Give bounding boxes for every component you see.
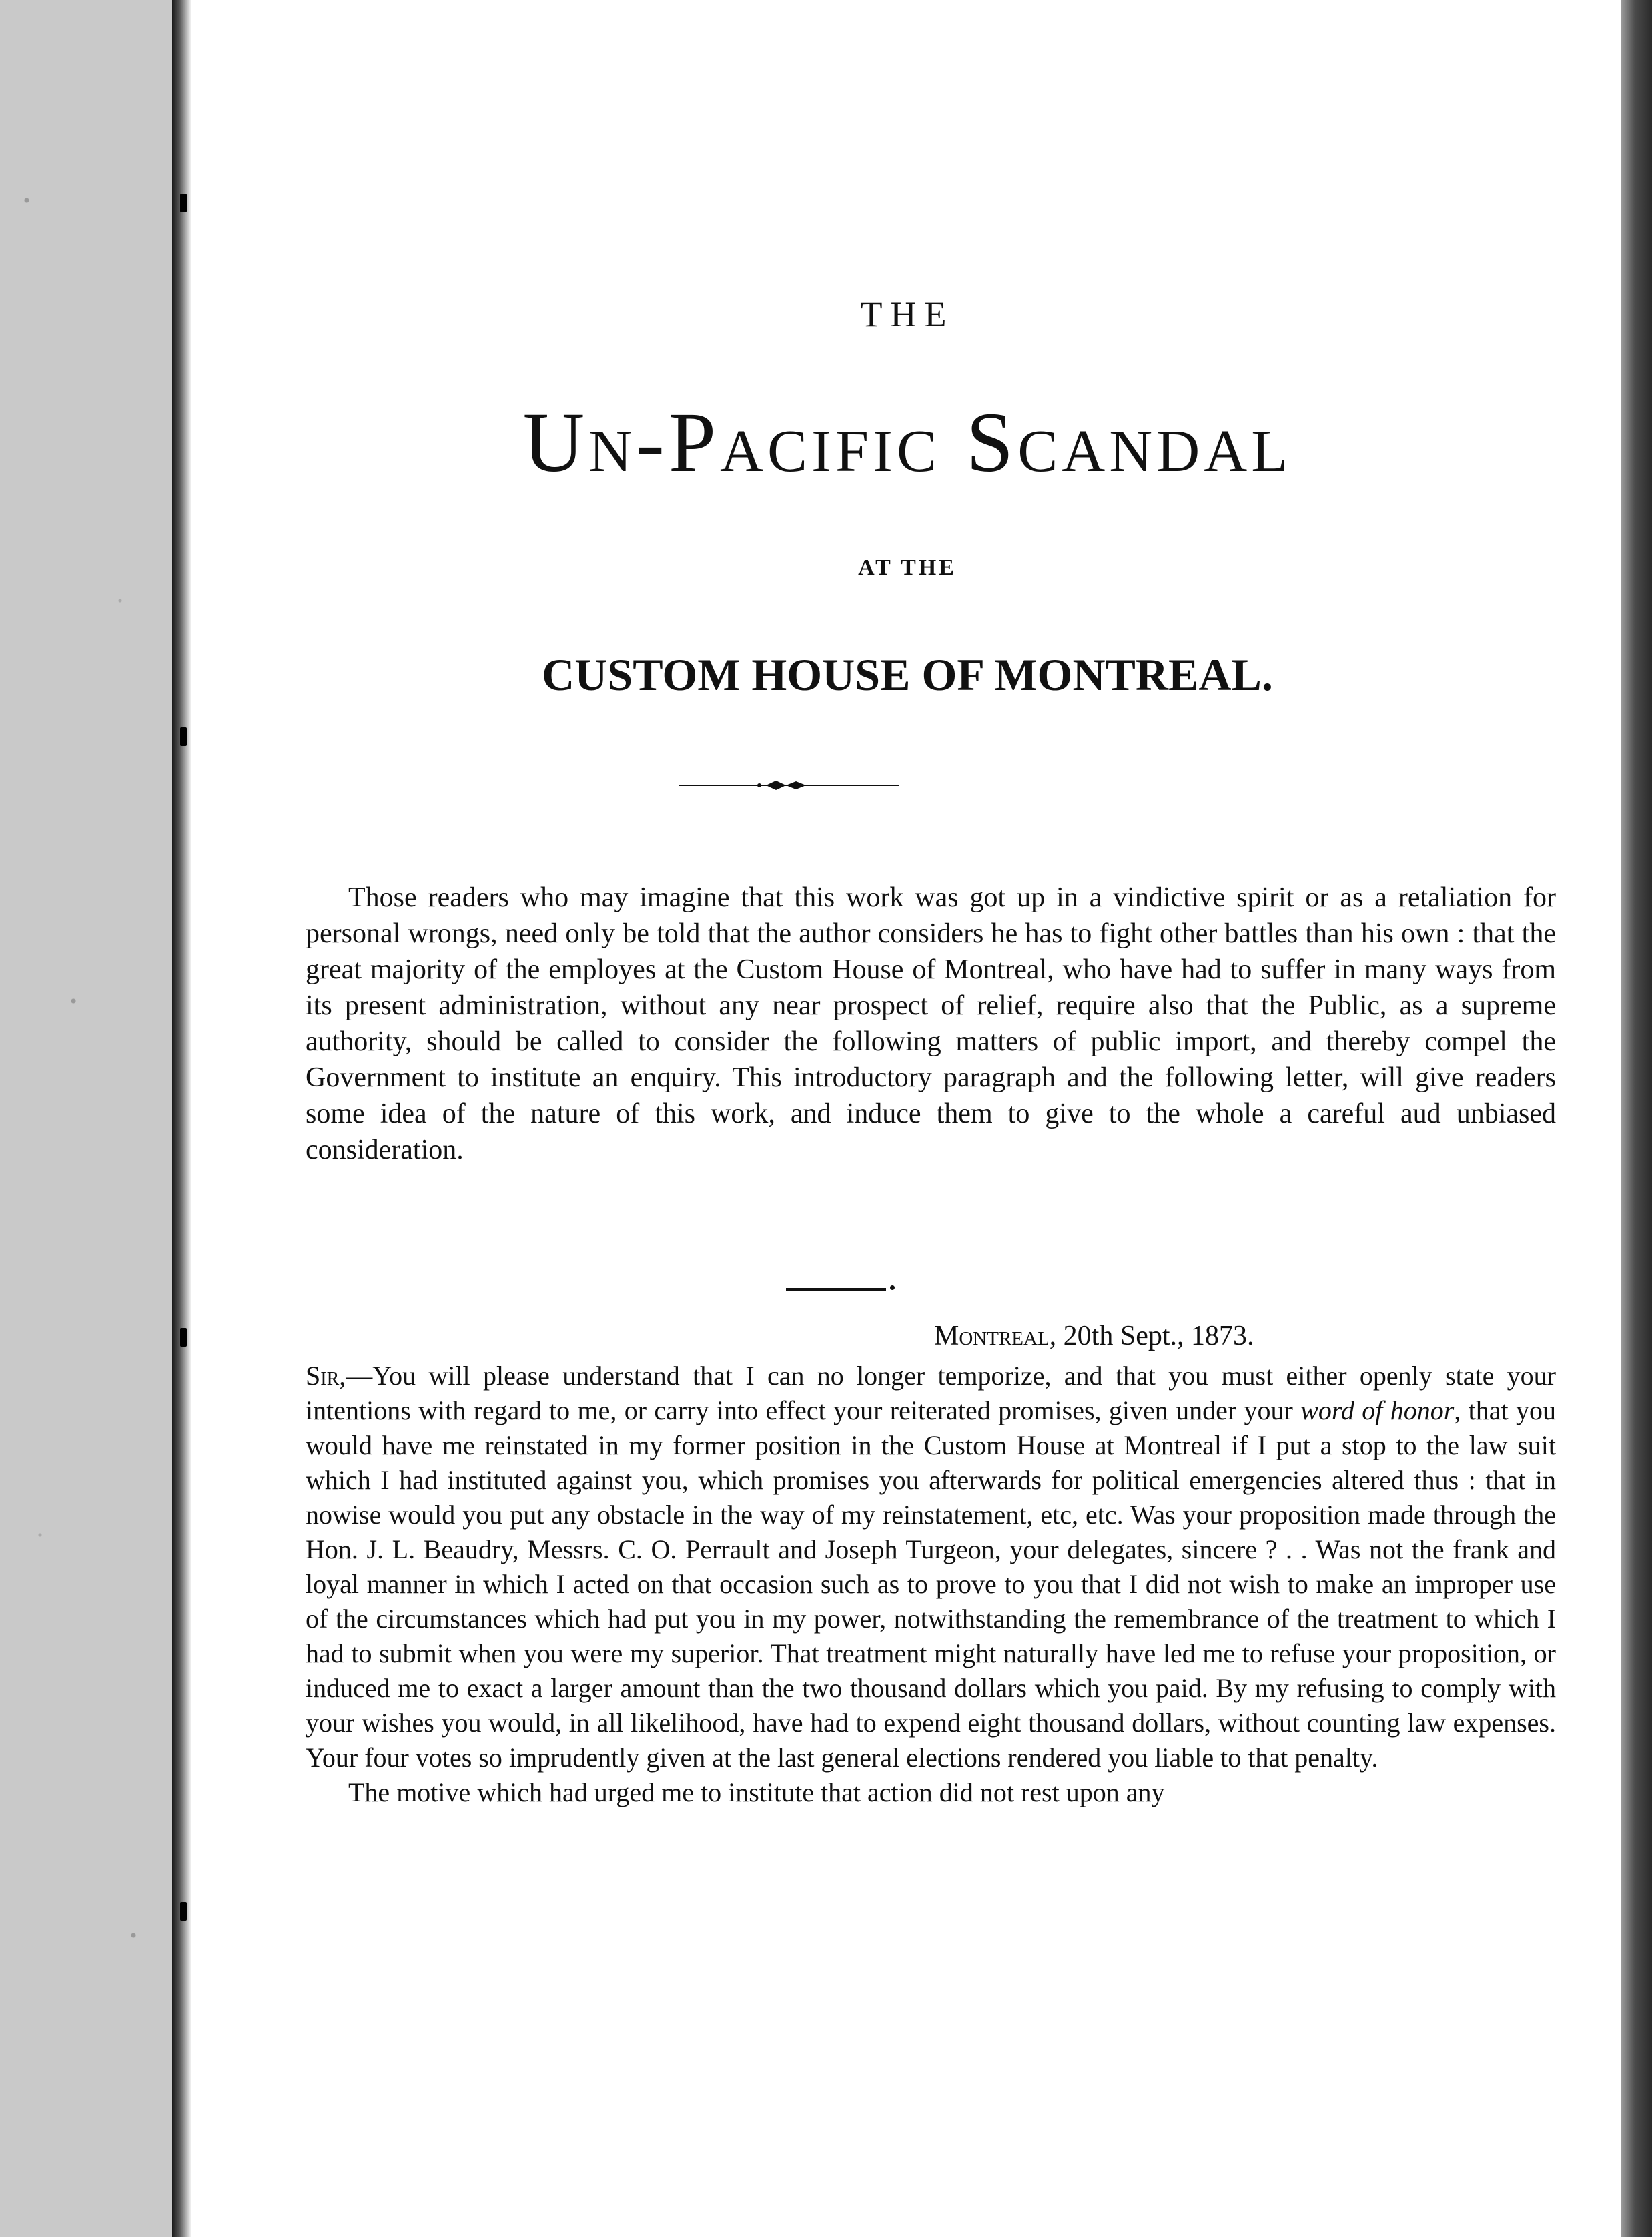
letter-text: , that you would have me reinstated in my former position in the Custom House at Montreal if I put a stop to the law suit which I had instituted against you, which promises you afterwards for political emergencies altered thus : that in nowise would you put any obstacle in the way of my reinstatement, etc, etc. Was your proposition made through the Hon. J. L. Beaudry, Messrs. C. O. Perrault and Joseph Turgeon, your delegates, sincere ? . . Was not the frank and loyal manner in which I acted on that occasion such as to prove to you that I did not wish to make an improper use of the circumstances which had put you in my power, notwithstanding the remembrance of the treatment to which I had to submit when you were my superior. That treatment might naturally have led me to refuse your proposition, or induced me to exact a larger amount than the two thousand dollars which you paid. By my refusing to comply with your wishes you would, in all likelihood, have had to expend eight thousand dollars, without counting law expenses. Your four votes so imprudently given at the last general elections rendered you liable to that penalty. [306,1395,1556,1773]
intro-section [306,880,1556,1168]
letter-text: —You will please understand that I can no longer temporize, and that you must either openly state your intentions with regard to me, or carry into effect your reiterated promises, given under your [306,1361,1556,1425]
title-article: THE [860,294,955,334]
binding-notch [180,194,187,212]
page-title: Un-Pacific Scandal [522,395,1292,490]
dateline-date: 20th Sept., 1873. [1056,1321,1254,1351]
letter-paragraph-next: The motive which had urged me to institute that action did not rest upon any [348,1777,1165,1807]
binding-notch [180,1328,187,1347]
scan-left-margin [0,0,172,2237]
page-subtitle: CUSTOM HOUSE OF MONTREAL. [542,649,1273,700]
scan-right-edge [1621,0,1652,2237]
letter-emphasis: word of honor [1300,1395,1455,1425]
binding-notch [180,727,187,746]
letter-body [306,1359,1556,1810]
title-connector: AT THE [858,555,957,580]
letter-salutation: Sir, [306,1361,346,1391]
intro-paragraph: Those readers who may imagine that this work was got up in a vindictive spirit or as a retaliation for personal wrongs, need only be told that the author considers he has to fight other battles than his own : that the great majority of the employes at the Custom House of Montreal, who have had to suffer in many ways from its present administration, without any near prospect of relief, require also that the Public, as a supreme authority, should be called to consider the following matters of public import, and thereby compel the Government to institute an enquiry. This introductory paragraph and the following letter, will give readers some idea of the nature of this work, and induce them to give to the whole a careful aud unbiased consideration. [306,882,1556,1165]
binding-notch [180,1902,187,1921]
letter-paragraph [306,1359,1556,1775]
ornament-divider [679,775,899,795]
document-page [193,0,1621,2237]
section-rule-dot [890,1285,895,1290]
letter-dateline [934,1320,1254,1352]
section-rule [786,1288,886,1291]
dateline-city: Montreal, [934,1321,1057,1351]
